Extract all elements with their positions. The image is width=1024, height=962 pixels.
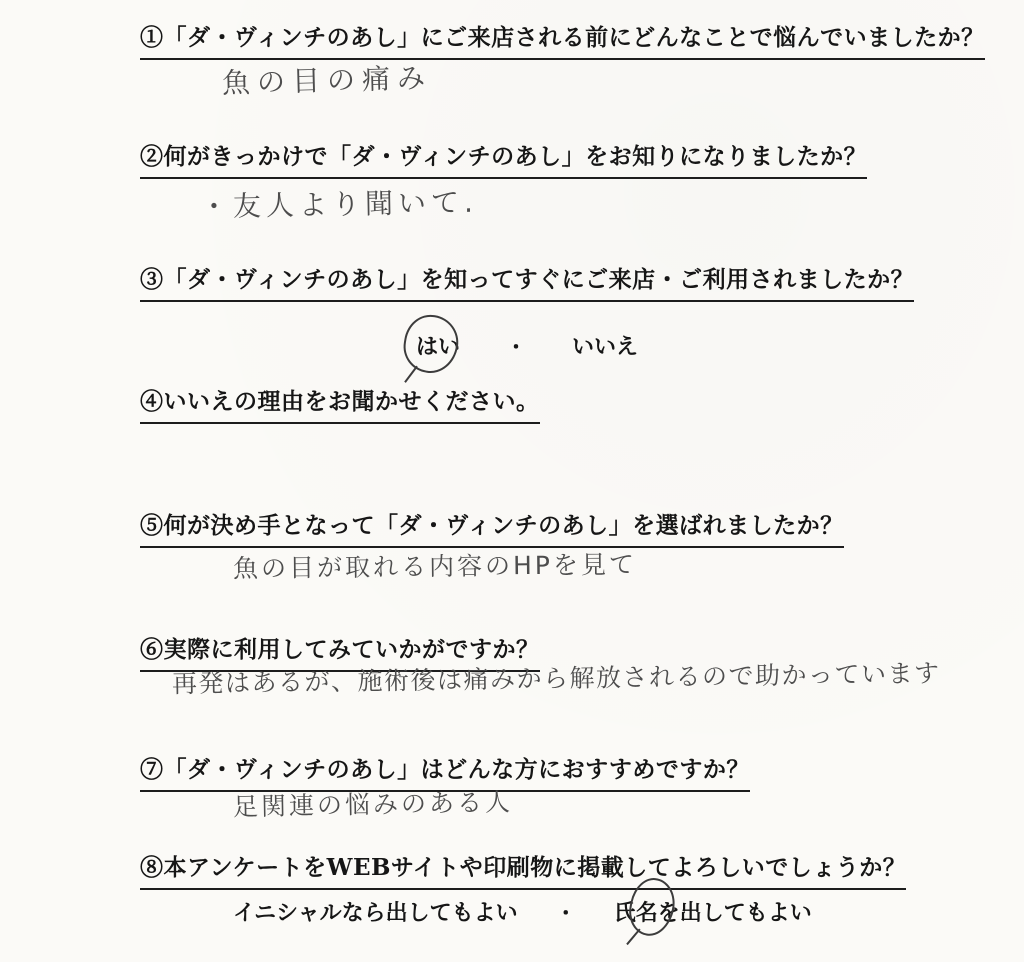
question-8-heading: ⑧本アンケートをWEBサイトや印刷物に掲載してよろしいでしょうか？ [140,854,906,890]
question-7-heading: ⑦「ダ・ヴィンチのあし」はどんな方におすすめですか？ [140,756,750,792]
full-name-ok-option: 氏名を出してもよい [613,900,812,926]
yes-option: はい [416,334,461,360]
question-3-heading: ③「ダ・ヴィンチのあし」を知ってすぐにご来店・ご利用されましたか？ [140,266,914,302]
question-2-handwritten-answer: ・友人より聞いて. [199,185,479,224]
question-7-handwritten-answer: 足関連の悩みのある人 [232,787,514,822]
option-separator-dot: ・ [555,901,576,925]
question-1-heading: ①「ダ・ヴィンチのあし」にご来店される前にどんなことで悩んでいましたか？ [140,24,985,60]
selection-circle-yes [400,311,462,377]
option-separator-dot: ・ [506,335,527,359]
initials-ok-option: イニシャルなら出してもよい [233,900,518,926]
question-8-options [233,896,812,927]
question-1-handwritten-answer: 魚の目の痛み [221,61,433,100]
question-4-heading: ④いいえの理由をお聞かせください。 [140,388,540,424]
no-option: いいえ [572,334,639,360]
question-2-heading: ②何がきっかけで「ダ・ヴィンチのあし」をお知りになりましたか？ [140,143,867,179]
question-5-heading: ⑤何が決め手となって「ダ・ヴィンチのあし」を選ばれましたか？ [140,512,844,548]
question-5-handwritten-answer: 魚の目が取れる内容のHPを見て [232,549,638,584]
question-6-handwritten-answer: 再発はあるが、施術後は痛みから解放されるので助かっています [171,658,941,699]
question-6-heading: ⑥実際に利用してみていかがですか？ [140,636,540,672]
